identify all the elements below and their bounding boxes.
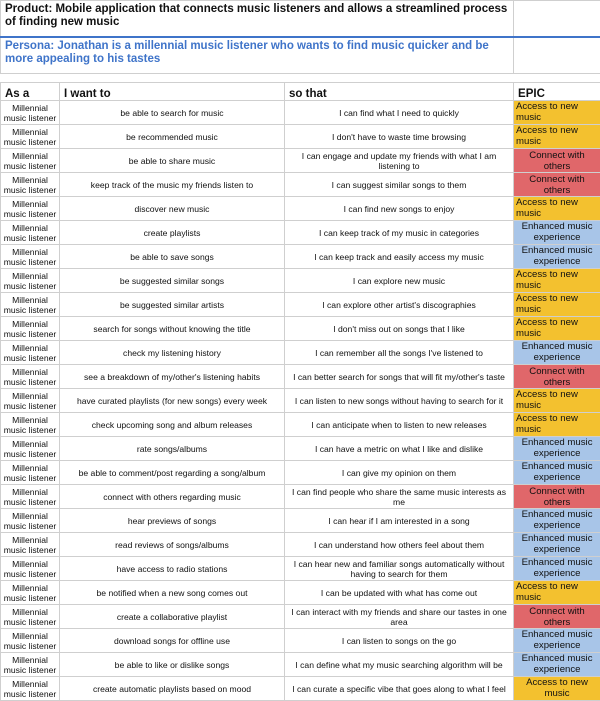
cell-epic[interactable]: Access to new music <box>514 269 600 293</box>
cell-epic[interactable]: Connect with others <box>514 485 600 509</box>
cell-epic[interactable]: Enhanced music experience <box>514 557 600 581</box>
cell-as-a[interactable]: Millennial music listener <box>1 533 60 557</box>
cell-so-that[interactable]: I can remember all the songs I've listened to <box>285 341 514 365</box>
story-row <box>1 197 600 221</box>
story-row <box>1 149 600 173</box>
cell-i-want-to[interactable]: read reviews of songs/albums <box>60 533 285 557</box>
header-as-a[interactable]: As a <box>1 83 60 101</box>
product-description[interactable]: Product: Mobile application that connects music listeners and allows a streamlined process of finding new music <box>1 1 514 38</box>
product-empty-cell[interactable] <box>514 1 600 38</box>
cell-so-that[interactable]: I can hear new and familiar songs automatically without having to search for them <box>285 557 514 581</box>
header-so-that[interactable]: so that <box>285 83 514 101</box>
cell-epic[interactable]: Connect with others <box>514 605 600 629</box>
cell-i-want-to[interactable]: be suggested similar songs <box>60 269 285 293</box>
cell-so-that[interactable]: I can define what my music searching algorithm will be <box>285 653 514 677</box>
cell-as-a[interactable]: Millennial music listener <box>1 197 60 221</box>
cell-so-that[interactable]: I don't have to waste time browsing <box>285 125 514 149</box>
story-row <box>1 245 600 269</box>
cell-i-want-to[interactable]: have access to radio stations <box>60 557 285 581</box>
cell-epic[interactable]: Enhanced music experience <box>514 437 600 461</box>
cell-epic[interactable]: Enhanced music experience <box>514 245 600 269</box>
story-row <box>1 629 600 653</box>
story-row <box>1 485 600 509</box>
cell-i-want-to[interactable]: create playlists <box>60 221 285 245</box>
story-row <box>1 461 600 485</box>
cell-i-want-to[interactable]: keep track of the music my friends listen to <box>60 173 285 197</box>
cell-i-want-to[interactable]: connect with others regarding music <box>60 485 285 509</box>
header-row <box>1 83 600 101</box>
cell-i-want-to[interactable]: create a collaborative playlist <box>60 605 285 629</box>
cell-so-that[interactable]: I can anticipate when to listen to new releases <box>285 413 514 437</box>
cell-as-a[interactable]: Millennial music listener <box>1 173 60 197</box>
story-row <box>1 365 600 389</box>
story-row <box>1 605 600 629</box>
cell-as-a[interactable]: Millennial music listener <box>1 125 60 149</box>
story-row <box>1 581 600 605</box>
cell-so-that[interactable]: I can find what I need to quickly <box>285 101 514 125</box>
cell-so-that[interactable]: I can be updated with what has come out <box>285 581 514 605</box>
story-row <box>1 293 600 317</box>
header-i-want-to[interactable]: I want to <box>60 83 285 101</box>
cell-so-that[interactable]: I can listen to songs on the go <box>285 629 514 653</box>
cell-i-want-to[interactable]: be able to like or dislike songs <box>60 653 285 677</box>
story-row <box>1 389 600 413</box>
cell-epic[interactable]: Access to new music <box>514 413 600 437</box>
cell-epic[interactable]: Access to new music <box>514 677 600 701</box>
cell-as-a[interactable]: Millennial music listener <box>1 509 60 533</box>
cell-epic[interactable]: Enhanced music experience <box>514 653 600 677</box>
cell-so-that[interactable]: I can listen to new songs without having to search for it <box>285 389 514 413</box>
persona-empty-cell[interactable] <box>514 37 600 74</box>
cell-as-a[interactable]: Millennial music listener <box>1 389 60 413</box>
story-row <box>1 557 600 581</box>
cell-epic[interactable]: Enhanced music experience <box>514 341 600 365</box>
cell-so-that[interactable]: I can engage and update my friends with what I am listening to <box>285 149 514 173</box>
cell-so-that[interactable]: I can give my opinion on them <box>285 461 514 485</box>
cell-as-a[interactable]: Millennial music listener <box>1 629 60 653</box>
cell-epic[interactable]: Enhanced music experience <box>514 533 600 557</box>
cell-as-a[interactable]: Millennial music listener <box>1 653 60 677</box>
story-row <box>1 653 600 677</box>
cell-i-want-to[interactable]: be notified when a new song comes out <box>60 581 285 605</box>
cell-epic[interactable]: Connect with others <box>514 365 600 389</box>
story-row <box>1 173 600 197</box>
cell-epic[interactable]: Access to new music <box>514 293 600 317</box>
cell-i-want-to[interactable]: see a breakdown of my/other's listening habits <box>60 365 285 389</box>
cell-i-want-to[interactable]: search for songs without knowing the title <box>60 317 285 341</box>
cell-as-a[interactable]: Millennial music listener <box>1 461 60 485</box>
story-row <box>1 413 600 437</box>
cell-so-that[interactable]: I can better search for songs that will fit my/other's taste <box>285 365 514 389</box>
cell-so-that[interactable]: I can find new songs to enjoy <box>285 197 514 221</box>
story-row <box>1 101 600 125</box>
story-row <box>1 509 600 533</box>
cell-as-a[interactable]: Millennial music listener <box>1 317 60 341</box>
cell-epic[interactable]: Enhanced music experience <box>514 221 600 245</box>
story-row <box>1 125 600 149</box>
cell-i-want-to[interactable]: be able to search for music <box>60 101 285 125</box>
cell-i-want-to[interactable]: hear previews of songs <box>60 509 285 533</box>
cell-epic[interactable]: Enhanced music experience <box>514 629 600 653</box>
cell-i-want-to[interactable]: be suggested similar artists <box>60 293 285 317</box>
story-row <box>1 317 600 341</box>
cell-epic[interactable]: Access to new music <box>514 581 600 605</box>
cell-as-a[interactable]: Millennial music listener <box>1 293 60 317</box>
cell-i-want-to[interactable]: download songs for offline use <box>60 629 285 653</box>
cell-i-want-to[interactable]: create automatic playlists based on mood <box>60 677 285 701</box>
cell-epic[interactable]: Connect with others <box>514 173 600 197</box>
cell-as-a[interactable]: Millennial music listener <box>1 101 60 125</box>
cell-so-that[interactable]: I can curate a specific vibe that goes along to what I feel <box>285 677 514 701</box>
cell-so-that[interactable]: I can keep track and easily access my music <box>285 245 514 269</box>
cell-epic[interactable]: Access to new music <box>514 197 600 221</box>
cell-so-that[interactable]: I can explore other artist's discographies <box>285 293 514 317</box>
cell-i-want-to[interactable]: check my listening history <box>60 341 285 365</box>
cell-as-a[interactable]: Millennial music listener <box>1 581 60 605</box>
cell-as-a[interactable]: Millennial music listener <box>1 269 60 293</box>
cell-i-want-to[interactable]: be able to comment/post regarding a song/album <box>60 461 285 485</box>
story-row <box>1 341 600 365</box>
cell-so-that[interactable]: I can explore new music <box>285 269 514 293</box>
cell-as-a[interactable]: Millennial music listener <box>1 437 60 461</box>
cell-epic[interactable]: Access to new music <box>514 101 600 125</box>
cell-as-a[interactable]: Millennial music listener <box>1 245 60 269</box>
cell-as-a[interactable]: Millennial music listener <box>1 557 60 581</box>
cell-i-want-to[interactable]: check upcoming song and album releases <box>60 413 285 437</box>
cell-epic[interactable]: Access to new music <box>514 389 600 413</box>
cell-i-want-to[interactable]: discover new music <box>60 197 285 221</box>
cell-as-a[interactable]: Millennial music listener <box>1 413 60 437</box>
cell-i-want-to[interactable]: rate songs/albums <box>60 437 285 461</box>
cell-epic[interactable]: Access to new music <box>514 317 600 341</box>
cell-as-a[interactable]: Millennial music listener <box>1 149 60 173</box>
story-row <box>1 269 600 293</box>
cell-epic[interactable]: Connect with others <box>514 149 600 173</box>
story-row <box>1 437 600 461</box>
cell-as-a[interactable]: Millennial music listener <box>1 365 60 389</box>
persona-description[interactable]: Persona: Jonathan is a millennial music listener who wants to find music quicker and be more appealing to his tastes <box>1 37 514 74</box>
header-epic[interactable]: EPIC <box>514 83 600 101</box>
cell-so-that[interactable]: I can suggest similar songs to them <box>285 173 514 197</box>
cell-i-want-to[interactable]: be able to share music <box>60 149 285 173</box>
spacer-row <box>1 74 600 83</box>
cell-epic[interactable]: Access to new music <box>514 125 600 149</box>
cell-as-a[interactable]: Millennial music listener <box>1 221 60 245</box>
story-row <box>1 533 600 557</box>
cell-as-a[interactable]: Millennial music listener <box>1 341 60 365</box>
story-row <box>1 677 600 701</box>
cell-as-a[interactable]: Millennial music listener <box>1 485 60 509</box>
cell-so-that[interactable]: I can understand how others feel about them <box>285 533 514 557</box>
cell-epic[interactable]: Enhanced music experience <box>514 509 600 533</box>
cell-so-that[interactable]: I can keep track of my music in categories <box>285 221 514 245</box>
cell-so-that[interactable]: I can hear if I am interested in a song <box>285 509 514 533</box>
cell-as-a[interactable]: Millennial music listener <box>1 677 60 701</box>
cell-so-that[interactable]: I can have a metric on what I like and dislike <box>285 437 514 461</box>
cell-so-that[interactable]: I don't miss out on songs that I like <box>285 317 514 341</box>
cell-i-want-to[interactable]: be able to save songs <box>60 245 285 269</box>
story-row <box>1 221 600 245</box>
cell-i-want-to[interactable]: have curated playlists (for new songs) every week <box>60 389 285 413</box>
cell-as-a[interactable]: Millennial music listener <box>1 605 60 629</box>
cell-so-that[interactable]: I can find people who share the same music interests as me <box>285 485 514 509</box>
cell-epic[interactable]: Enhanced music experience <box>514 461 600 485</box>
cell-i-want-to[interactable]: be recommended music <box>60 125 285 149</box>
cell-so-that[interactable]: I can interact with my friends and share our tastes in one area <box>285 605 514 629</box>
